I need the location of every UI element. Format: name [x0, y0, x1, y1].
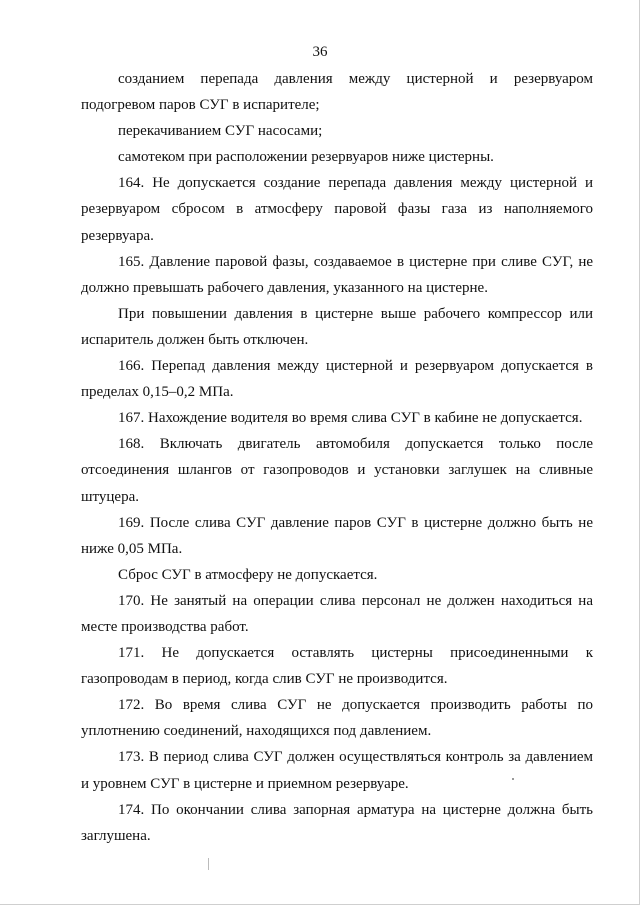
paragraph-174: 174. По окончании слива запорная арматура на цистерне должна быть заглушена. — [81, 801, 593, 844]
paragraph-168: 168. Включать двигатель автомобиля допускается только после отсоединения шлангов от газопроводов и установки заглушек на сливные штуцера. — [81, 436, 593, 505]
paragraph-gravity: самотеком при расположении резервуаров ниже цистерны. — [118, 149, 494, 166]
paragraph-166: 166. Перепад давления между цистерной и резервуаром допускается в пределах 0,15–0,2 МПа. — [81, 358, 593, 401]
paragraph-172: 172. Во время слива СУГ не допускается производить работы по уплотнению соединений, находящихся под давлением. — [81, 697, 593, 740]
paragraph-165: 165. Давление паровой фазы, создаваемое в цистерне при сливе СУГ, не должно превышать рабочего давления, указанного на цистерне. — [81, 253, 593, 296]
paragraph-pressure-increase: При повышении давления в цистерне выше рабочего компрессор или испаритель должен быть отключен. — [81, 305, 593, 348]
paragraph-171: 171. Не допускается оставлять цистерны присоединенными к газопроводам в период, когда слив СУГ не производится. — [81, 645, 593, 688]
document-body — [81, 66, 593, 849]
paragraph-169: 169. После слива СУГ давление паров СУГ в цистерне должно быть не ниже 0,05 МПа. — [81, 514, 593, 557]
paragraph-continuation: созданием перепада давления между цистерной и резервуаром подогревом паров СУГ в испарителе; — [81, 71, 593, 114]
paragraph-167: 167. Нахождение водителя во время слива СУГ в кабине не допускается. — [118, 410, 583, 427]
page-number: 36 — [312, 44, 328, 60]
scan-speck — [512, 778, 514, 780]
paragraph-pumping: перекачиванием СУГ насосами; — [118, 123, 323, 140]
paragraph-170: 170. Не занятый на операции слива персонал не должен находиться на месте производства работ. — [81, 592, 593, 635]
paragraph-discharge: Сброс СУГ в атмосферу не допускается. — [118, 566, 378, 583]
paragraph-164: 164. Не допускается создание перепада давления между цистерной и резервуаром сбросом в атмосферу паровой фазы газа из наполняемого резервуара. — [81, 175, 593, 244]
paragraph-173: 173. В период слива СУГ должен осуществляться контроль за давлением и уровнем СУГ в цистерне и приемном резервуаре. — [81, 749, 593, 792]
scan-speck — [208, 858, 209, 870]
